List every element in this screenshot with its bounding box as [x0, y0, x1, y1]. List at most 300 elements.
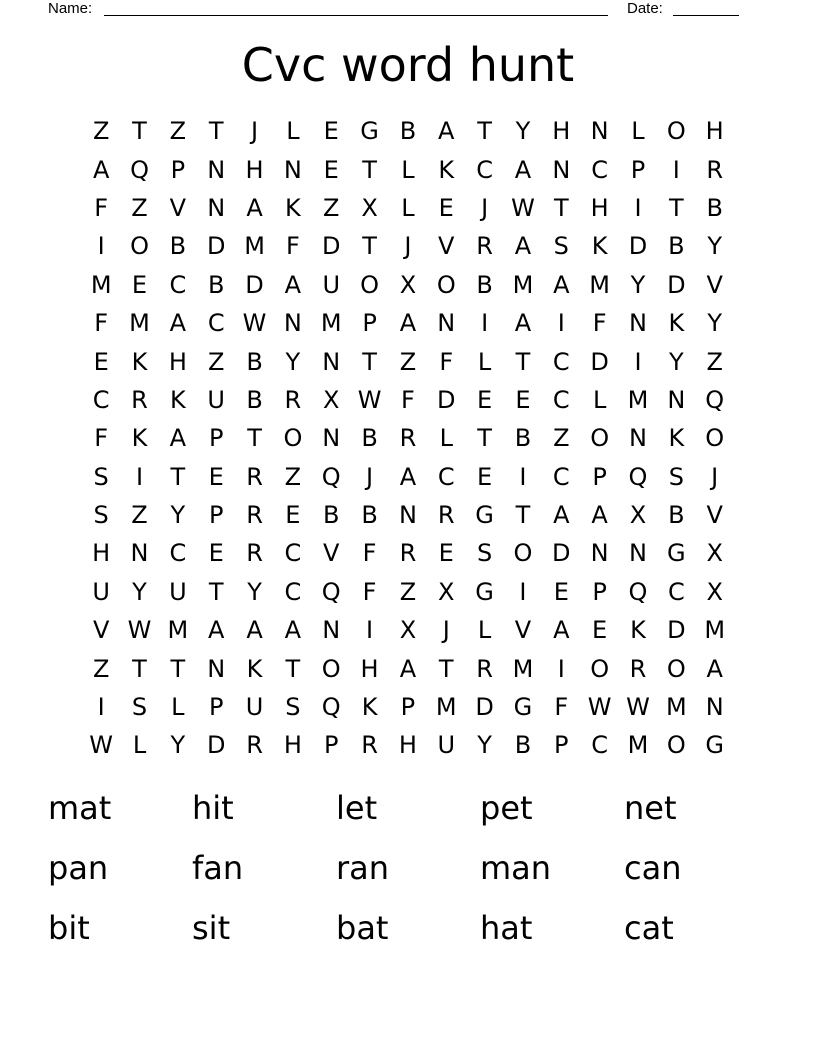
grid-letter: Z	[207, 347, 225, 376]
word-list-item: can	[624, 849, 682, 887]
grid-letter: P	[592, 577, 607, 606]
grid-letter: A	[169, 309, 187, 338]
grid-letter: E	[438, 193, 454, 222]
grid-letter: F	[401, 385, 415, 414]
grid-letter: U	[437, 731, 456, 760]
grid-letter: Z	[92, 117, 110, 146]
grid-letter: Y	[668, 347, 684, 376]
grid-letter: F	[94, 309, 109, 338]
grid-letter: A	[514, 309, 532, 338]
grid-letter: J	[404, 232, 412, 261]
grid-letter: A	[169, 424, 187, 453]
grid-letter: M	[665, 693, 687, 722]
grid-letter: K	[131, 347, 148, 376]
grid-letter: R	[399, 424, 417, 453]
grid-letter: I	[634, 193, 642, 222]
grid-letter: F	[362, 539, 377, 568]
grid-letter: W	[587, 693, 612, 722]
grid-letter: V	[438, 232, 455, 261]
grid-letter: Q	[130, 155, 149, 184]
grid-letter: I	[634, 347, 642, 376]
grid-letter: L	[592, 385, 607, 414]
grid-letter: L	[477, 616, 492, 645]
grid-letter: L	[439, 424, 453, 453]
grid-letter: G	[475, 577, 494, 606]
grid-letter: Y	[707, 232, 722, 261]
grid-letter: A	[284, 616, 302, 645]
grid-letter: O	[321, 654, 341, 683]
grid-letter: R	[246, 731, 263, 760]
grid-letter: R	[246, 539, 263, 568]
grid-letter: V	[169, 193, 187, 222]
grid-letter: Y	[285, 347, 301, 376]
grid-letter: I	[672, 155, 680, 184]
grid-letter: K	[591, 232, 608, 261]
grid-letter: G	[360, 117, 379, 146]
name-write-line	[104, 15, 608, 16]
grid-letter: V	[323, 539, 340, 568]
grid-letter: P	[170, 155, 186, 184]
grid-letter: D	[667, 616, 686, 645]
grid-letter: C	[437, 462, 455, 491]
grid-letter: D	[628, 232, 648, 261]
grid-letter: O	[436, 270, 456, 299]
grid-letter: L	[132, 731, 147, 760]
grid-letter: C	[169, 270, 187, 299]
grid-letter: L	[171, 693, 185, 722]
grid-letter: Y	[477, 731, 492, 760]
grid-letter: A	[514, 232, 532, 261]
grid-letter: K	[668, 424, 685, 453]
grid-letter: A	[553, 616, 570, 645]
grid-letter: G	[667, 539, 686, 568]
grid-letter: N	[283, 155, 302, 184]
grid-letter: Q	[628, 577, 648, 606]
grid-letter: Z	[92, 654, 110, 683]
grid-letter: H	[283, 731, 302, 760]
word-search-grid	[82, 112, 734, 765]
grid-letter: D	[590, 347, 609, 376]
grid-letter: Z	[131, 501, 148, 530]
grid-letter: H	[168, 347, 187, 376]
grid-letter: J	[366, 462, 374, 491]
grid-letter: C	[552, 347, 570, 376]
grid-letter: T	[438, 654, 454, 683]
grid-letter: N	[207, 654, 226, 683]
grid-letter: A	[284, 270, 302, 299]
word-list-item: bit	[48, 909, 90, 947]
grid-letter: W	[511, 193, 535, 222]
word-list-item: hat	[480, 909, 533, 947]
grid-letter: A	[207, 616, 225, 645]
grid-letter: M	[627, 385, 649, 414]
grid-letter: M	[704, 616, 726, 645]
grid-letter: M	[627, 731, 649, 760]
grid-letter: X	[706, 539, 723, 568]
grid-letter: D	[206, 232, 226, 261]
grid-letter: S	[131, 693, 148, 722]
grid-letter: O	[360, 270, 380, 299]
grid-letter: Q	[321, 577, 341, 606]
grid-letter: Q	[321, 693, 341, 722]
grid-letter: A	[246, 616, 263, 645]
grid-letter: D	[206, 731, 226, 760]
grid-letter: A	[246, 193, 263, 222]
grid-letter: O	[666, 654, 686, 683]
date-write-line	[673, 15, 739, 16]
grid-letter: A	[92, 155, 110, 184]
grid-letter: G	[513, 693, 533, 722]
grid-letter: U	[245, 693, 264, 722]
grid-letter: T	[132, 117, 147, 146]
grid-letter: M	[129, 309, 150, 338]
word-list	[48, 778, 768, 958]
date-label: Date:	[627, 0, 663, 17]
grid-letter: G	[705, 731, 724, 760]
grid-letter: Y	[247, 577, 262, 606]
grid-letter: B	[476, 270, 493, 299]
grid-letter: A	[399, 654, 417, 683]
grid-letter: C	[284, 539, 302, 568]
grid-letter: T	[208, 117, 224, 146]
grid-letter: U	[322, 270, 341, 299]
grid-letter: N	[629, 424, 647, 453]
grid-letter: C	[476, 155, 493, 184]
grid-letter: Z	[399, 577, 417, 606]
grid-letter: C	[552, 462, 570, 491]
grid-letter: Y	[515, 117, 531, 146]
grid-letter: H	[705, 117, 724, 146]
grid-letter: K	[361, 693, 378, 722]
grid-letter: F	[592, 309, 607, 338]
grid-letter: T	[285, 654, 301, 683]
grid-letter: Z	[323, 193, 340, 222]
grid-letter: A	[553, 270, 570, 299]
grid-letter: Q	[628, 462, 648, 491]
grid-letter: I	[481, 309, 489, 338]
grid-letter: S	[668, 462, 684, 491]
grid-letter: S	[285, 693, 301, 722]
grid-letter: H	[360, 654, 379, 683]
grid-letter: A	[706, 654, 723, 683]
name-label: Name:	[48, 0, 93, 17]
grid-letter: R	[476, 654, 493, 683]
grid-letter: L	[286, 117, 300, 146]
grid-letter: B	[399, 117, 417, 146]
grid-letter: T	[247, 424, 262, 453]
page-title: Cvc word hunt	[241, 38, 575, 92]
grid-letter: K	[246, 654, 263, 683]
grid-letter: E	[93, 347, 109, 376]
grid-letter: X	[438, 577, 455, 606]
grid-letter: C	[207, 309, 225, 338]
grid-letter: O	[666, 117, 686, 146]
grid-letter: A	[591, 501, 608, 530]
grid-letter: Z	[131, 193, 148, 222]
grid-letter: N	[283, 309, 302, 338]
grid-letter: N	[552, 155, 571, 184]
grid-letter: U	[169, 577, 187, 606]
grid-letter: R	[284, 385, 302, 414]
grid-letter: I	[366, 616, 374, 645]
word-list-item: hit	[192, 789, 234, 827]
word-list-item: sit	[192, 909, 231, 947]
grid-letter: P	[554, 731, 569, 760]
grid-letter: E	[208, 539, 224, 568]
grid-letter: E	[285, 501, 301, 530]
grid-letter: C	[92, 385, 110, 414]
worksheet-header	[0, 0, 816, 22]
grid-letter: X	[399, 270, 417, 299]
grid-letter: W	[242, 309, 267, 338]
grid-letter: M	[512, 270, 534, 299]
grid-letter: N	[130, 539, 149, 568]
grid-letter: Y	[630, 270, 646, 299]
word-list-item: fan	[192, 849, 244, 887]
grid-letter: L	[477, 347, 492, 376]
grid-letter: B	[514, 424, 532, 453]
grid-letter: O	[130, 232, 149, 261]
grid-letter: H	[552, 117, 571, 146]
grid-letter: B	[668, 232, 685, 261]
grid-letter: K	[169, 385, 186, 414]
grid-letter: H	[245, 155, 264, 184]
grid-letter: D	[321, 232, 341, 261]
word-list-item: pan	[48, 849, 109, 887]
grid-letter: D	[245, 270, 264, 299]
grid-letter: Z	[284, 462, 302, 491]
grid-letter: K	[668, 309, 685, 338]
grid-letter: C	[169, 539, 187, 568]
grid-letter: P	[208, 501, 224, 530]
grid-letter: R	[706, 155, 724, 184]
grid-letter: V	[706, 501, 723, 530]
grid-letter: C	[284, 577, 302, 606]
grid-letter: O	[283, 424, 303, 453]
grid-letter: D	[552, 539, 571, 568]
grid-letter: P	[630, 155, 646, 184]
grid-letter: X	[399, 616, 417, 645]
grid-letter: P	[323, 731, 339, 760]
grid-letter: N	[207, 155, 226, 184]
grid-letter: E	[208, 462, 224, 491]
grid-letter: E	[553, 577, 569, 606]
grid-letter: E	[131, 270, 148, 299]
grid-letter: T	[362, 347, 377, 376]
grid-letter: C	[667, 577, 685, 606]
grid-letter: N	[437, 309, 456, 338]
grid-letter: N	[705, 693, 724, 722]
grid-letter: R	[399, 539, 417, 568]
grid-letter: E	[438, 539, 454, 568]
grid-letter: M	[244, 232, 265, 261]
grid-letter: G	[475, 501, 494, 530]
grid-letter: B	[246, 347, 263, 376]
grid-letter: Z	[706, 347, 723, 376]
grid-letter: I	[97, 693, 105, 722]
grid-letter: L	[631, 117, 645, 146]
grid-letter: Z	[169, 117, 187, 146]
grid-letter: U	[92, 577, 110, 606]
grid-letter: P	[592, 462, 607, 491]
grid-letter: K	[630, 616, 646, 645]
grid-letter: D	[475, 693, 494, 722]
grid-letter: M	[512, 654, 534, 683]
grid-letter: E	[592, 616, 608, 645]
word-list-item: mat	[48, 789, 112, 827]
grid-letter: S	[93, 462, 109, 491]
grid-letter: E	[323, 155, 339, 184]
grid-letter: K	[131, 424, 148, 453]
grid-letter: W	[626, 693, 650, 722]
grid-letter: A	[514, 155, 532, 184]
grid-letter: N	[398, 501, 417, 530]
grid-letter: S	[93, 501, 109, 530]
grid-letter: B	[361, 501, 378, 530]
grid-letter: N	[322, 424, 341, 453]
grid-letter: R	[437, 501, 455, 530]
word-list-item: let	[336, 789, 378, 827]
grid-letter: L	[401, 193, 415, 222]
grid-letter: H	[92, 539, 111, 568]
grid-letter: O	[590, 654, 610, 683]
grid-letter: R	[131, 385, 148, 414]
grid-letter: J	[251, 117, 259, 146]
grid-letter: I	[135, 462, 144, 491]
grid-letter: Z	[399, 347, 417, 376]
grid-letter: I	[557, 654, 565, 683]
grid-letter: N	[629, 309, 647, 338]
grid-letter: Y	[707, 309, 722, 338]
grid-letter: B	[668, 501, 685, 530]
grid-letter: T	[170, 654, 186, 683]
grid-letter: V	[92, 616, 110, 645]
grid-letter: B	[169, 232, 187, 261]
grid-letter: I	[557, 309, 565, 338]
grid-letter: K	[438, 155, 455, 184]
grid-letter: W	[127, 616, 152, 645]
grid-letter: A	[399, 309, 417, 338]
grid-letter: B	[323, 501, 340, 530]
grid-letter: N	[590, 117, 609, 146]
grid-letter: T	[362, 232, 377, 261]
grid-letter: E	[477, 462, 493, 491]
grid-letter: T	[477, 424, 492, 453]
grid-letter: P	[208, 693, 224, 722]
grid-letter: S	[553, 232, 569, 261]
grid-letter: M	[90, 270, 112, 299]
grid-letter: W	[89, 731, 114, 760]
grid-letter: D	[437, 385, 456, 414]
grid-letter: T	[362, 155, 377, 184]
grid-letter: N	[322, 347, 341, 376]
grid-letter: O	[666, 731, 686, 760]
grid-letter: H	[398, 731, 417, 760]
grid-letter: I	[519, 462, 527, 491]
grid-letter: A	[438, 117, 455, 146]
grid-letter: R	[361, 731, 378, 760]
grid-letter: T	[170, 462, 186, 491]
grid-letter: P	[400, 693, 416, 722]
grid-letter: O	[513, 539, 533, 568]
grid-letter: B	[706, 193, 723, 222]
grid-letter: E	[515, 385, 531, 414]
word-list-item: pet	[480, 789, 533, 827]
grid-letter: T	[208, 577, 224, 606]
grid-letter: X	[706, 577, 723, 606]
word-list-item: net	[624, 789, 677, 827]
grid-letter: V	[514, 616, 532, 645]
grid-letter: K	[285, 193, 301, 222]
grid-letter: C	[552, 385, 570, 414]
grid-letter: F	[554, 693, 569, 722]
grid-letter: T	[477, 117, 492, 146]
grid-letter: M	[435, 693, 457, 722]
grid-letter: X	[361, 193, 378, 222]
grid-letter: T	[668, 193, 684, 222]
grid-letter: J	[481, 193, 489, 222]
grid-letter: P	[208, 424, 224, 453]
grid-letter: M	[589, 270, 610, 299]
word-list-item: bat	[336, 909, 389, 947]
grid-letter: B	[361, 424, 378, 453]
grid-letter: U	[207, 385, 225, 414]
grid-letter: I	[519, 577, 527, 606]
grid-letter: N	[207, 193, 226, 222]
grid-letter: N	[322, 616, 341, 645]
grid-letter: Y	[170, 501, 186, 530]
grid-letter: J	[711, 462, 719, 491]
grid-letter: E	[323, 117, 339, 146]
grid-letter: T	[132, 654, 147, 683]
grid-letter: D	[667, 270, 686, 299]
grid-letter: F	[94, 424, 109, 453]
grid-letter: Q	[321, 462, 341, 491]
grid-letter: Y	[132, 577, 147, 606]
grid-letter: S	[476, 539, 493, 568]
grid-letter: N	[629, 539, 647, 568]
grid-letter: R	[246, 501, 263, 530]
grid-letter: N	[590, 539, 609, 568]
grid-letter: B	[207, 270, 225, 299]
grid-letter: O	[705, 424, 725, 453]
grid-letter: R	[246, 462, 263, 491]
grid-letter: X	[323, 385, 340, 414]
grid-letter: L	[401, 155, 415, 184]
grid-letter: A	[399, 462, 417, 491]
grid-letter: Y	[170, 731, 186, 760]
grid-letter: O	[590, 424, 610, 453]
grid-letter: F	[439, 347, 454, 376]
word-list-item: ran	[336, 849, 390, 887]
grid-letter: P	[362, 309, 377, 338]
word-list-item: cat	[624, 909, 674, 947]
grid-letter: A	[553, 501, 570, 530]
grid-letter: R	[629, 654, 647, 683]
grid-letter: T	[553, 193, 569, 222]
grid-letter: B	[514, 731, 532, 760]
grid-letter: R	[476, 232, 493, 261]
grid-letter: E	[477, 385, 493, 414]
grid-letter: I	[97, 232, 105, 261]
grid-letter: C	[591, 155, 609, 184]
grid-letter: T	[515, 501, 531, 530]
grid-letter: F	[94, 193, 109, 222]
grid-letter: W	[357, 385, 382, 414]
grid-letter: F	[285, 232, 300, 261]
grid-letter: M	[167, 616, 189, 645]
grid-letter: M	[320, 309, 342, 338]
